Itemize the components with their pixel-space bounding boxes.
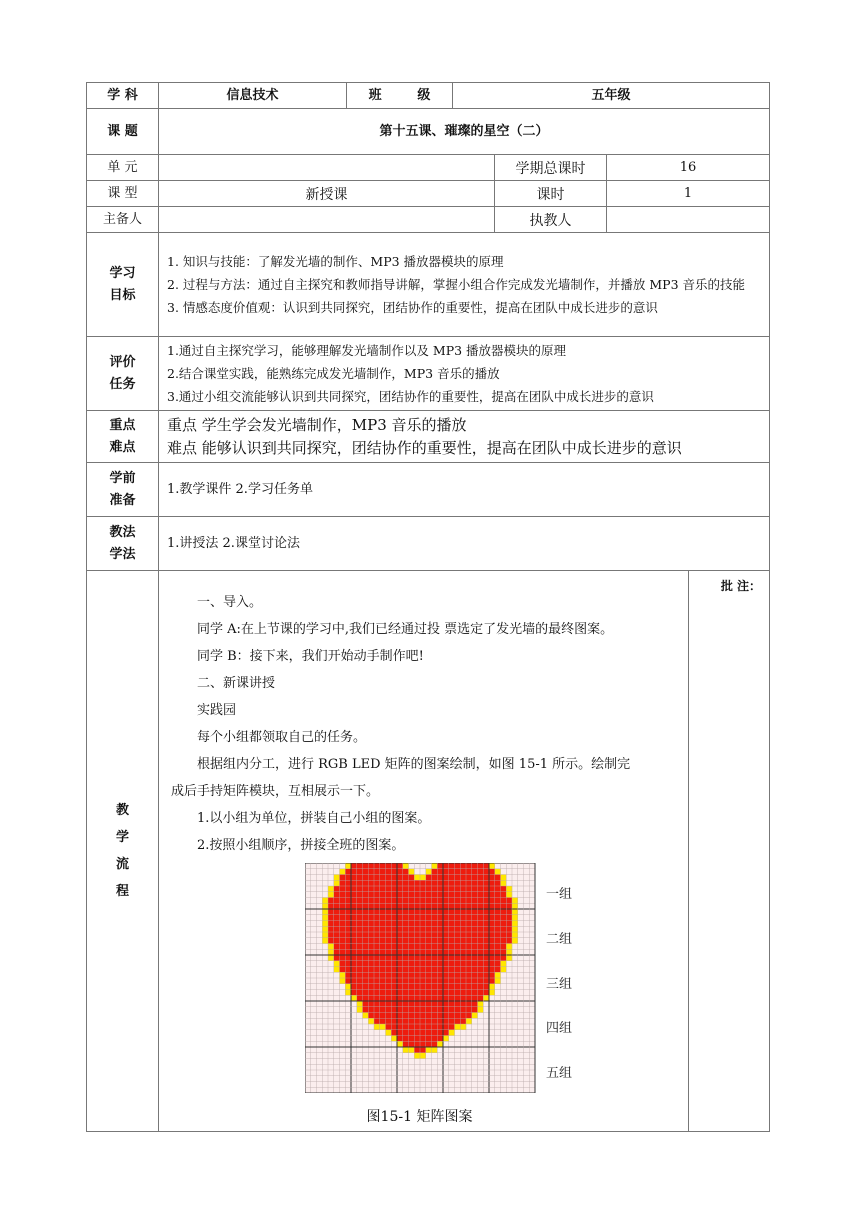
lesson-type-value: 新授课 [159,181,495,207]
group-label-1: 一组 [546,887,573,902]
methods-label-line-2: 学法 [109,546,136,562]
hours-label: 课时 [495,181,607,207]
process-label-char-3: 流 [115,857,129,872]
grade-value: 五年级 [453,83,770,109]
process-label-char-1: 教 [115,803,129,818]
student-a-line: 同学 A:在上节课的学习中,我们已经通过投 票选定了发光墙的最终图案。 [197,622,614,637]
teacher-value [607,207,770,233]
class-label: 班 级 [347,83,453,109]
teacher-label: 执教人 [495,207,607,233]
group-label-5: 五组 [546,1066,573,1081]
evaluation-label-line-2: 任务 [109,376,136,392]
subject-value: 信息技术 [159,83,347,109]
drawing-instruction: 根据组内分工，进行 RGB LED 矩阵的图案绘制，如图 15-1 所示。绘制完 [197,757,631,772]
prep-value: 1.教学课件 2.学习任务单 [159,463,770,517]
process-label [87,571,159,1132]
topic-label: 课 题 [87,109,159,155]
unit-label: 单 元 [87,155,159,181]
process-content [159,571,689,1132]
lesson-plan-table [86,82,770,1132]
topic-title: 第十五课、璀璨的星空（二） [159,109,770,155]
objective-2: 2. 过程与方法：通过自主探究和教师指导讲解，掌握小组合作完成发光墙制作，并播放 MP3 音乐的技能 [167,277,746,292]
evaluation-label [87,337,159,411]
prep-label [87,463,159,517]
step-1: 1.以小组为单位，拼装自己小组的图案。 [197,811,431,826]
total-hours-value: 16 [607,155,770,181]
new-lesson-heading: 二、新课讲授 [197,676,276,691]
keypoints-label-line-2: 难点 [109,439,136,455]
practice-heading: 实践园 [197,703,237,718]
methods-value: 1.讲授法 2.课堂讨论法 [159,517,770,571]
unit-value [159,155,495,181]
lesson-type-label: 课 型 [87,181,159,207]
keypoints-content [159,411,770,463]
annotation-column [689,571,770,1132]
objectives-content [159,233,770,337]
evaluation-label-line-1: 评价 [109,354,136,370]
preparer-label: 主备人 [87,207,159,233]
annotation-label: 批 注： [720,579,762,593]
objectives-label-line-2: 目标 [109,287,136,303]
evaluation-3: 3.通过小组交流能够认识到共同探究，团结协作的重要性，提高在团队中成长进步的意识 [167,389,654,404]
prep-label-line-2: 准备 [109,492,136,508]
group-label-2: 二组 [546,932,573,947]
methods-label [87,517,159,571]
student-b-line: 同学 B：接下来，我们开始动手制作吧! [197,649,424,664]
hours-value: 1 [607,181,770,207]
evaluation-content [159,337,770,411]
process-label-char-2: 学 [115,830,129,845]
evaluation-2: 2.结合课堂实践，能熟练完成发光墙制作，MP3 音乐的播放 [167,366,500,381]
keypoints-label-line-1: 重点 [109,417,136,433]
step-2: 2.按照小组顺序，拼接全班的图案。 [197,838,405,853]
objective-1: 1. 知识与技能：了解发光墙的制作、MP3 播放器模块的原理 [167,254,504,269]
keypoints-label [87,411,159,463]
preparer-value [159,207,495,233]
intro-heading: 一、导入。 [197,595,263,610]
methods-label-line-1: 教法 [109,524,136,540]
key-point: 重点 学生学会发光墙制作，MP3 音乐的播放 [167,415,467,434]
figure-caption: 图15-1 矩阵图案 [366,1109,473,1125]
total-hours-label: 学期总课时 [495,155,607,181]
prep-label-line-1: 学前 [109,470,136,486]
matrix-figure [305,863,585,1098]
objectives-label-line-1: 学习 [109,265,136,281]
subject-label: 学 科 [87,83,159,109]
objective-3: 3. 情感态度价值观：认识到共同探究，团结协作的重要性，提高在团队中成长进步的意识 [167,300,658,315]
drawing-instruction-cont: 成后手持矩阵模块，互相展示一下。 [171,784,380,799]
group-label-4: 四组 [546,1021,573,1036]
evaluation-1: 1.通过自主探究学习，能够理解发光墙制作以及 MP3 播放器模块的原理 [167,343,567,358]
difficult-point: 难点 能够认识到共同探究，团结协作的重要性，提高在团队中成长进步的意识 [167,438,682,457]
process-label-char-4: 程 [115,884,129,899]
objectives-label [87,233,159,337]
heart-matrix-image [305,863,537,1093]
task-line: 每个小组都领取自己的任务。 [197,730,367,745]
group-label-3: 三组 [546,977,573,992]
